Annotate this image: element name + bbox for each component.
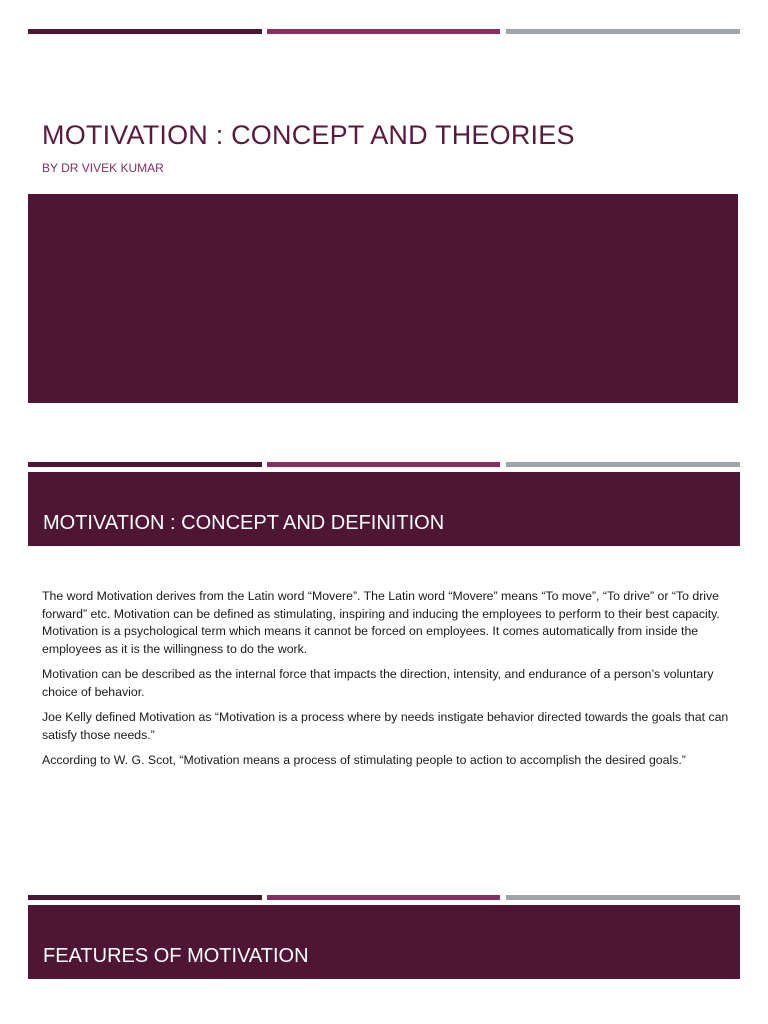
- section-heading: MOTIVATION : CONCEPT AND DEFINITION: [43, 512, 445, 534]
- accent-stripe-dark: [28, 462, 262, 467]
- title-slide-banner: [28, 194, 738, 403]
- accent-stripe-gray: [506, 462, 740, 467]
- body-paragraph: According to W. G. Scot, “Motivation means a process of stimulating people to action to accomplish the desired goals.”: [42, 753, 686, 767]
- accent-stripe-magenta: [267, 29, 500, 34]
- body-paragraph: The word Motivation derives from the Latin word “Movere”. The Latin word “Movere” means “To move”, “To drive” or “To drive forward” etc. Motivation can be defined as stimulating, inspiring and inducing the employees to perform to their best capacity. Motivation is a psychological term which means it cannot be forced on employees. It comes automatically from inside the employees as it is the willingness to do the work.: [42, 589, 720, 656]
- section-heading: FEATURES OF MOTIVATION: [43, 945, 309, 967]
- accent-stripe-dark: [28, 895, 262, 900]
- body-paragraph: Motivation can be described as the internal force that impacts the direction, intensity, and endurance of a person’s voluntary choice of behavior.: [42, 667, 714, 699]
- accent-stripe-magenta: [267, 895, 500, 900]
- slide-title: MOTIVATION : CONCEPT AND THEORIES: [42, 120, 575, 150]
- accent-stripe-gray: [506, 29, 740, 34]
- slide-byline: BY DR VIVEK KUMAR: [42, 161, 164, 175]
- definition-body: [42, 588, 732, 778]
- section-header-band: [28, 472, 740, 546]
- section-header-band: [28, 905, 740, 979]
- accent-stripe-magenta: [267, 462, 500, 467]
- accent-stripe-gray: [506, 895, 740, 900]
- body-paragraph: Joe Kelly defined Motivation as “Motivation is a process where by needs instigate behavior directed towards the goals that can satisfy those needs.”: [42, 710, 729, 742]
- accent-stripe-dark: [28, 29, 262, 34]
